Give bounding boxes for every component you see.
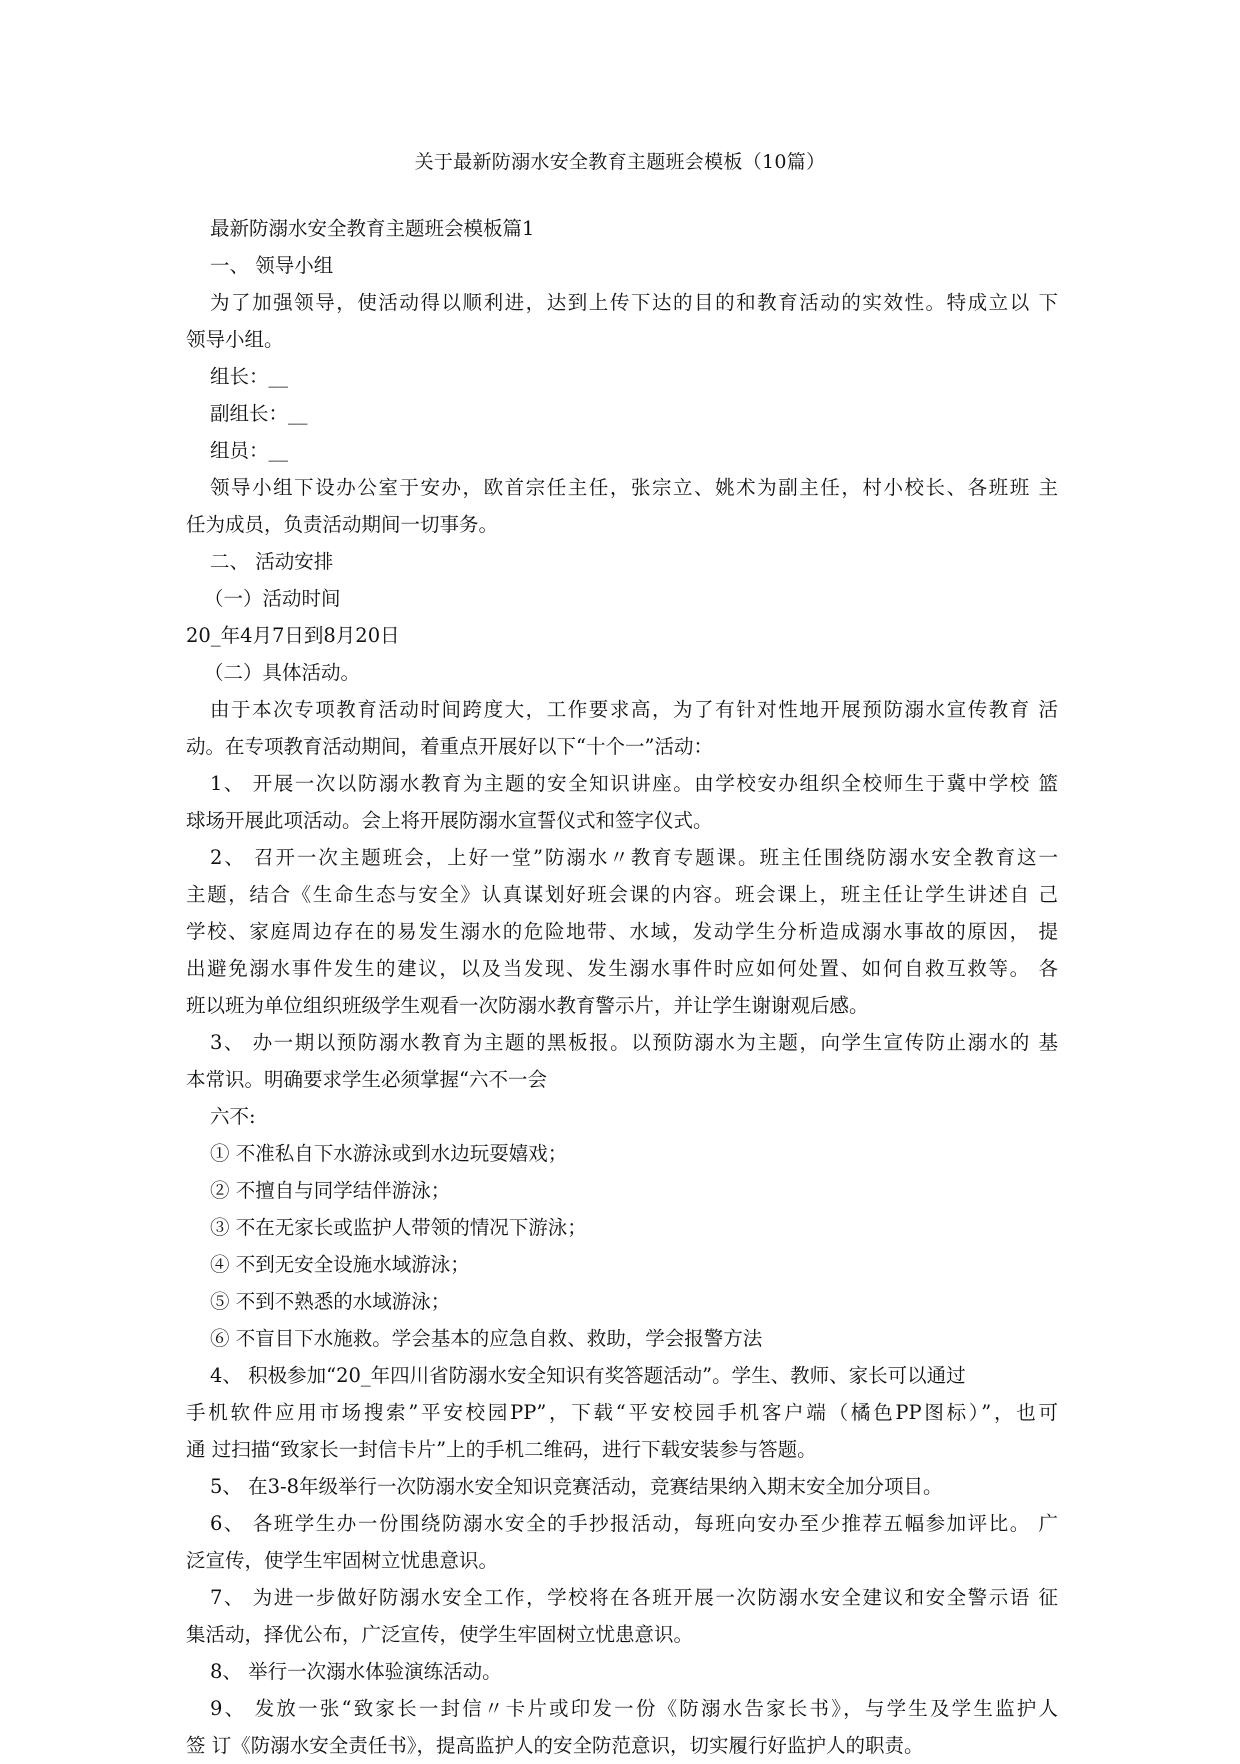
text-line: （二）具体活动。 [204,661,361,684]
text-line: 6、 各班学生办一份围绕防溺水安全的手抄报活动，每班向安办至少推荐五幅参加评比。 广 [210,1512,1058,1535]
text-line: 1、 开展一次以防溺水教育为主题的安全知识讲座。由学校安办组织全校师生于冀中学校 篮 [210,772,1058,795]
text-line: 副组长：__ [210,402,308,425]
text-line: 主题，结合《生命生态与安全》认真谋划好班会课的内容。班会课上，班主任让学生讲述自 己 [186,883,1058,906]
text-line: 领导小组。 [186,328,284,351]
text-line: 2、 召开一次主题班会，上好一堂”防溺水〃教育专题课。班主任围绕防溺水安全教育这一 [210,846,1058,869]
text-line: 20_年4月7日到8月20日 [186,624,400,647]
text-line: 5、 在3-8年级举行一次防溺水安全知识竞赛活动，竞赛结果纳入期末安全加分项目。 [210,1475,943,1498]
text-line: 手机软件应用市场搜索”平安校园PP”，下载“平安校园手机客户端（橘色PP图标）”，也可 [186,1401,1058,1424]
text-line: 通 过扫描“致家长一封信卡片”上的手机二维码，进行下载安装参与答题。 [186,1438,817,1461]
text-line: 为了加强领导，使活动得以顺利进，达到上传下达的目的和教育活动的实效性。特成立以 下 [210,291,1058,314]
text-line: 球场开展此项活动。会上将开展防溺水宣誓仪式和签字仪式。 [186,809,713,832]
text-line: 任为成员，负责活动期间一切事务。 [186,513,499,536]
list-item: ③ 不在无家长或监护人带领的情况下游泳； [210,1216,587,1239]
text-line: 班以班为单位组织班级学生观看一次防溺水教育警示片，并让学生谢谢观后感。 [186,994,869,1017]
document-title: 关于最新防溺水安全教育主题班会模板（10篇） [414,151,826,173]
text-line: 一、 领导小组 [210,254,334,277]
text-line: 出避免溺水事件发生的建议，以及当发现、发生溺水事件时应如何处置、如何自救互救等。 各 [186,957,1058,980]
text-line: 3、 办一期以预防溺水教育为主题的黑板报。以预防溺水为主题，向学生宣传防止溺水的 基 [210,1031,1058,1054]
list-item: ① 不准私自下水游泳或到水边玩耍嬉戏； [210,1142,568,1165]
text-line: 组长：__ [210,365,289,388]
text-line: 组员：__ [210,439,289,462]
list-item: ⑥ 不盲目下水施救。学会基本的应急自救、救助，学会报警方法 [210,1327,763,1350]
text-line: 集活动，择优公布，广泛宣传，使学生牢固树立忧患意识。 [186,1623,694,1646]
text-line: 本常识。明确要求学生必须掌握“六不一会 [186,1068,547,1091]
text-line: 学校、家庭周边存在的易发生溺水的危险地带、水域，发动学生分析造成溺水事故的原因， 提 [186,920,1058,943]
text-line: 8、 举行一次溺水体验演练活动。 [210,1660,502,1683]
text-line: 9、 发放一张“致家长一封信〃卡片或印发一份《防溺水告家长书》，与学生及学生监护人 [210,1697,1058,1720]
text-line: （一）活动时间 [204,587,341,610]
list-item: ② 不擅自与同学结伴游泳； [210,1179,451,1202]
text-line: 二、 活动安排 [210,550,334,573]
list-item: ④ 不到无安全设施水域游泳； [210,1253,470,1276]
text-line: 动。在专项教育活动期间，着重点开展好以下“十个一”活动： [186,735,713,758]
text-line: 领导小组下设办公室于安办，欧首宗任主任，张宗立、姚术为副主任，村小校长、各班班 主 [210,476,1058,499]
document-body [186,210,1058,1764]
text-line: 7、 为进一步做好防溺水安全工作，学校将在各班开展一次防溺水安全建议和安全警示语 征 [210,1586,1058,1609]
text-line: 4、 积极参加“20_年四川省防溺水安全知识有奖答题活动”。学生、教师、家长可以通过 [210,1364,966,1387]
section-heading: 最新防溺水安全教育主题班会模板篇1 [210,217,535,240]
list-item: ⑤ 不到不熟悉的水域游泳； [210,1290,451,1313]
text-line: 六不: [210,1105,256,1128]
text-line: 签 订《防溺水安全责任书》，提高监护人的安全防范意识，切实履行好监护人的职责。 [186,1734,924,1757]
text-line: 由于本次专项教育活动时间跨度大，工作要求高，为了有针对性地开展预防溺水宣传教育 活 [210,698,1058,721]
text-line: 泛宣传，使学生牢固树立忧患意识。 [186,1549,499,1572]
